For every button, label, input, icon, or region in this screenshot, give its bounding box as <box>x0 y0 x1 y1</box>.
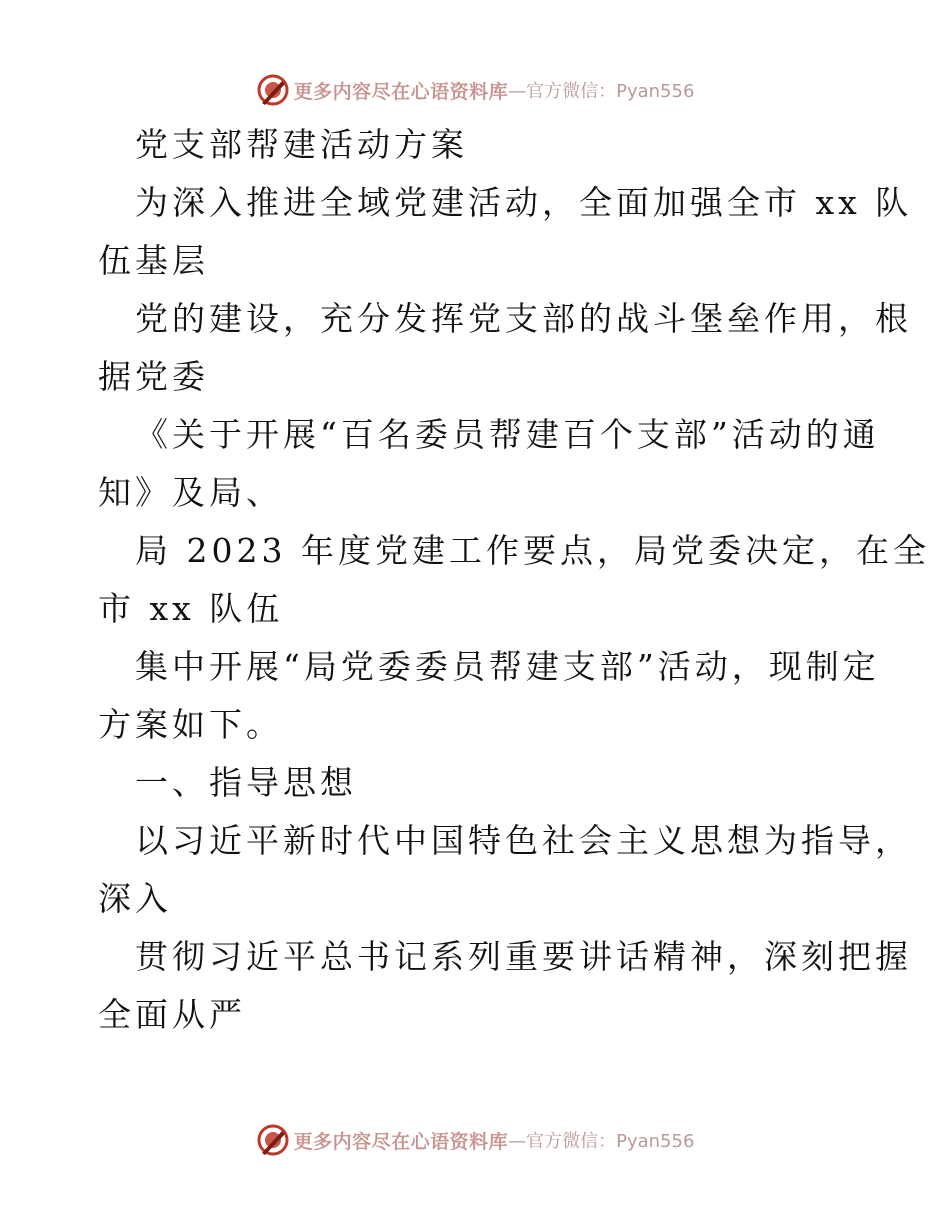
text-line: 集中开展“局党委委员帮建支部”活动，现制定 <box>135 647 880 686</box>
text-line: 全面从严 <box>98 995 246 1034</box>
text-line: 深入 <box>98 879 172 918</box>
text-line: 党的建设，充分发挥党支部的战斗堡垒作用，根 <box>135 299 912 338</box>
pen-logo-icon <box>256 1123 290 1157</box>
watermark-banner-bottom <box>0 1120 950 1160</box>
text-line: 伍基层 <box>98 241 209 280</box>
watermark-sub-text: —官方微信：Pyan556 <box>508 1131 695 1152</box>
text-line: 贯彻习近平总书记系列重要讲话精神，深刻把握 <box>135 937 912 976</box>
watermark-main-text: 更多内容尽在心语资料库 <box>293 1130 509 1153</box>
text-line: 以习近平新时代中国特色社会主义思想为指导， <box>135 821 912 860</box>
watermark-banner-top <box>0 70 950 110</box>
text-line: 市 xx 队伍 <box>98 589 284 628</box>
watermark-main-text: 更多内容尽在心语资料库 <box>293 80 509 103</box>
text-line: 为深入推进全域党建活动，全面加强全市 xx 队 <box>135 183 913 222</box>
text-line: 方案如下。 <box>98 705 283 744</box>
text-line: 局 2023 年度党建工作要点，局党委决定，在全 <box>135 531 930 570</box>
document-title: 党支部帮建活动方案 <box>135 125 468 164</box>
text-line: 据党委 <box>98 357 209 396</box>
pen-logo-icon <box>256 73 290 107</box>
section-heading: 一、指导思想 <box>135 763 357 802</box>
text-line: 《关于开展“百名委员帮建百个支部”活动的通 <box>135 415 880 454</box>
watermark-sub-text: —官方微信：Pyan556 <box>508 81 695 102</box>
text-line: 知》及局、 <box>98 473 283 512</box>
